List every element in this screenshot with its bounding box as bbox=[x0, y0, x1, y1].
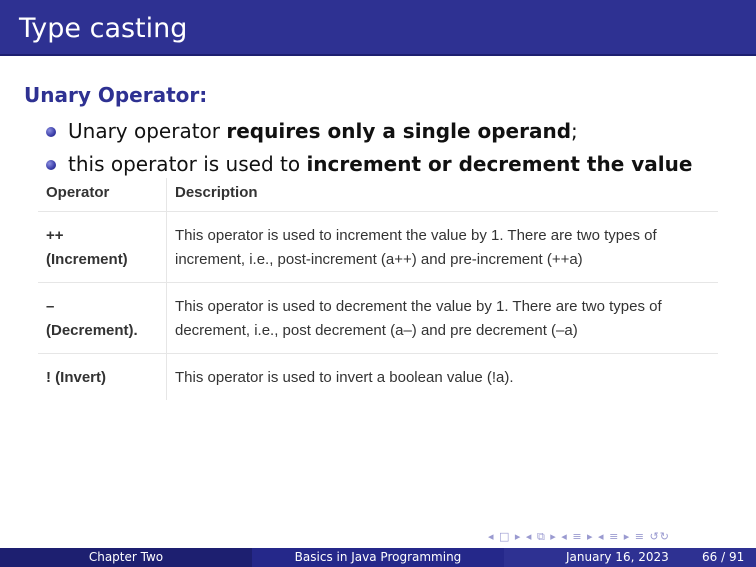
bullet-item bbox=[46, 115, 692, 148]
block-title: Unary Operator: bbox=[24, 83, 208, 107]
footer-date: January 16, 2023 bbox=[566, 550, 669, 564]
table-row bbox=[38, 212, 718, 283]
header-description: Description bbox=[167, 178, 719, 212]
footer-right bbox=[504, 548, 756, 567]
bullet-bold-text: increment or decrement the value bbox=[306, 152, 693, 176]
bullet-text-end: ; bbox=[571, 119, 578, 143]
bullet-text: Unary operator bbox=[68, 119, 227, 143]
title-bar bbox=[0, 0, 756, 56]
operator-cell: – (Decrement). bbox=[38, 283, 167, 354]
beamer-navigation-icons[interactable]: ◂ □ ▸ ◂ ⧉ ▸ ◂ ≡ ▸ ◂ ≡ ▸ ≡ ↺↻ bbox=[488, 530, 670, 543]
description-cell: This operator is used to increment the value by 1. There are two types of increment, i.e., post-increment (a++) and pre-increment (++a) bbox=[167, 212, 719, 283]
footer-page-number: 66 / 91 bbox=[702, 550, 745, 564]
bullet-dot-icon bbox=[46, 127, 56, 137]
footer-course: Basics in Java Programming bbox=[252, 548, 504, 567]
footer-chapter: Chapter Two bbox=[0, 548, 252, 567]
operator-cell: ++ (Increment) bbox=[38, 212, 167, 283]
footer bbox=[0, 548, 756, 567]
table-row bbox=[38, 283, 718, 354]
bullet-bold-text: requires only a single operand bbox=[226, 119, 572, 143]
bullet-item bbox=[46, 148, 692, 181]
operator-cell: ! (Invert) bbox=[38, 354, 167, 401]
slide-title: Type casting bbox=[19, 13, 188, 44]
bullet-dot-icon bbox=[46, 160, 56, 170]
bullet-text: this operator is used to bbox=[68, 152, 307, 176]
operator-table bbox=[38, 178, 718, 400]
description-cell: This operator is used to decrement the value by 1. There are two types of decrement, i.e., post decrement (a–) and pre decrement (–a) bbox=[167, 283, 719, 354]
bullet-list bbox=[46, 115, 692, 181]
header-operator: Operator bbox=[38, 178, 167, 212]
table-row bbox=[38, 354, 718, 401]
table-header-row bbox=[38, 178, 718, 212]
description-cell: This operator is used to invert a boolean value (!a). bbox=[175, 369, 514, 386]
